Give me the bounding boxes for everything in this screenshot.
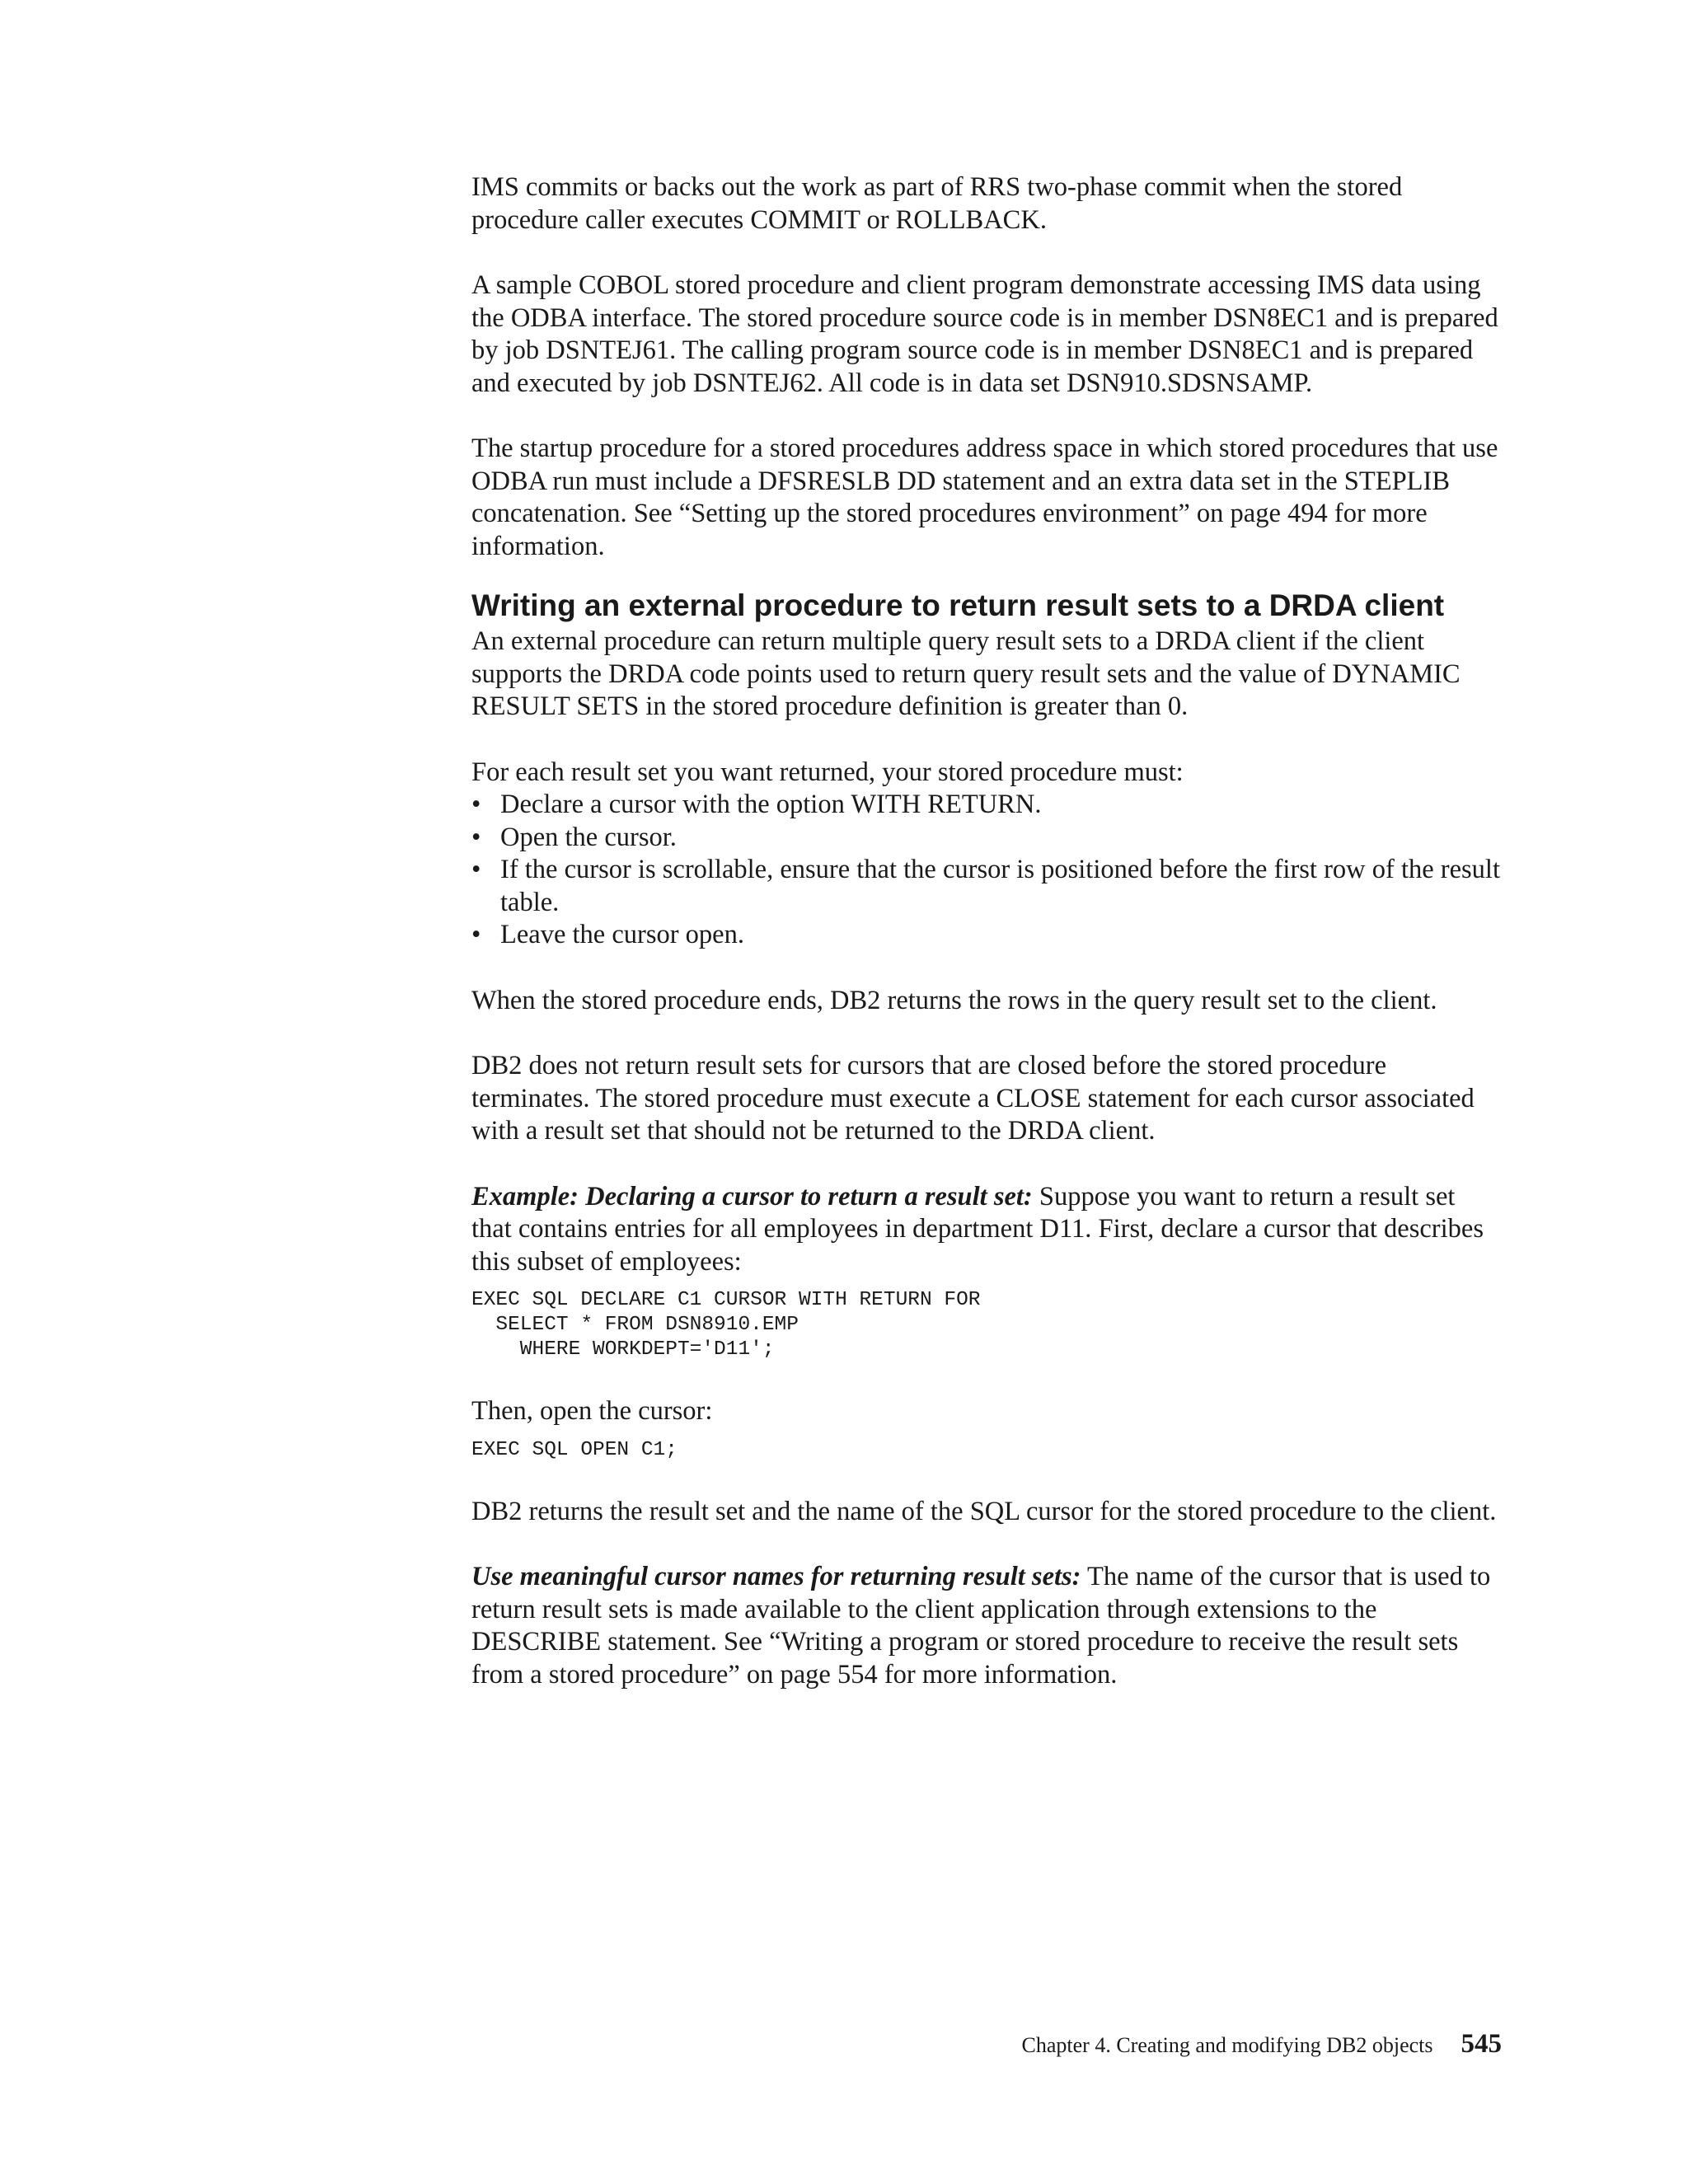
cursor-names-text: The name of the cursor that is used to return result sets is made available to the client application through extensions to the DESCRIBE statement. See “Writing a program or stored procedure to receive the result sets from a stored procedure” on page 554 for more information. [471, 1562, 1491, 1690]
requirements-list [471, 789, 1502, 952]
paragraph-section-intro: An external procedure can return multiple query result sets to a DRDA client if the client supports the DRDA code points used to return query result sets and the value of DYNAMIC RESULT SETS in the stored procedure definition is greater than 0. [471, 626, 1461, 721]
paragraph-db2-returns: DB2 returns the result set and the name of the SQL cursor for the stored procedure to the client. [471, 1496, 1497, 1526]
page-body [471, 171, 1502, 1724]
bullet-icon: • [471, 790, 481, 819]
example-text: Suppose you want to return a result set that contains entries for all employees in department D11. First, declare a cursor that describes this subset of employees: [471, 1181, 1484, 1277]
code-block-declare-cursor: EXEC SQL DECLARE C1 CURSOR WITH RETURN FOR SELECT * FROM DSN8910.EMP WHERE WORKDEPT='D11'; [471, 1289, 981, 1361]
paragraph-list-intro: For each result set you want returned, your stored procedure must: [471, 757, 1184, 787]
paragraph-cobol-sample: A sample COBOL stored procedure and client program demonstrate accessing IMS data using the ODBA interface. The stored procedure source code is in member DSN8EC1 and is prepared by job DSNTEJ61. The calling program source code is in member DSN8EC1 and is prepared and executed by job DSNTEJ62. All code is in data set DSN910.SDSNSAMP. [471, 270, 1498, 398]
paragraph-rrs-commit: IMS commits or backs out the work as part of RRS two-phase commit when the stored procedure caller executes COMMIT or ROLLBACK. [471, 172, 1403, 235]
list-item [471, 789, 1502, 822]
bullet-icon: • [471, 855, 481, 884]
paragraph-cursor-names [471, 1561, 1502, 1691]
list-item-text: Open the cursor. [500, 822, 677, 852]
cursor-names-lead: Use meaningful cursor names for returning result sets: [471, 1562, 1081, 1591]
footer-chapter-title: Chapter 4. Creating and modifying DB2 objects [1021, 2033, 1433, 2057]
page-footer [956, 2029, 1502, 2060]
list-item-text: Leave the cursor open. [500, 920, 744, 949]
example-lead: Example: Declaring a cursor to return a result set: [471, 1181, 1033, 1212]
bullet-icon: • [471, 920, 481, 949]
paragraph-open-cursor: Then, open the cursor: [471, 1396, 713, 1426]
list-item [471, 822, 1502, 855]
list-item [471, 854, 1502, 919]
paragraph-startup-procedure: The startup procedure for a stored procedures address space in which stored procedures that use ODBA run must include a DFSRESLB DD statement and an extra data set in the STEPLIB concatenation. See “Setting up the stored procedures environment” on page 494 for more information. [471, 434, 1498, 561]
list-item-text: Declare a cursor with the option WITH RETURN. [500, 790, 1042, 819]
list-item-text: If the cursor is scrollable, ensure that the cursor is positioned before the first row of the result table. [500, 855, 1500, 917]
paragraph-closed-cursors: DB2 does not return result sets for cursors that are closed before the stored procedure terminates. The stored procedure must execute a CLOSE statement for each cursor associated with a result set that should not be returned to the DRDA client. [471, 1051, 1475, 1146]
paragraph-example [471, 1181, 1502, 1279]
paragraph-procedure-ends: When the stored procedure ends, DB2 returns the rows in the query result set to the client. [471, 985, 1437, 1015]
code-block-open-cursor: EXEC SQL OPEN C1; [471, 1438, 678, 1461]
list-item [471, 919, 1502, 952]
section-heading: Writing an external procedure to return result sets to a DRDA client [471, 588, 1445, 622]
page-number: 545 [1461, 2029, 1502, 2059]
bullet-icon: • [471, 822, 481, 852]
